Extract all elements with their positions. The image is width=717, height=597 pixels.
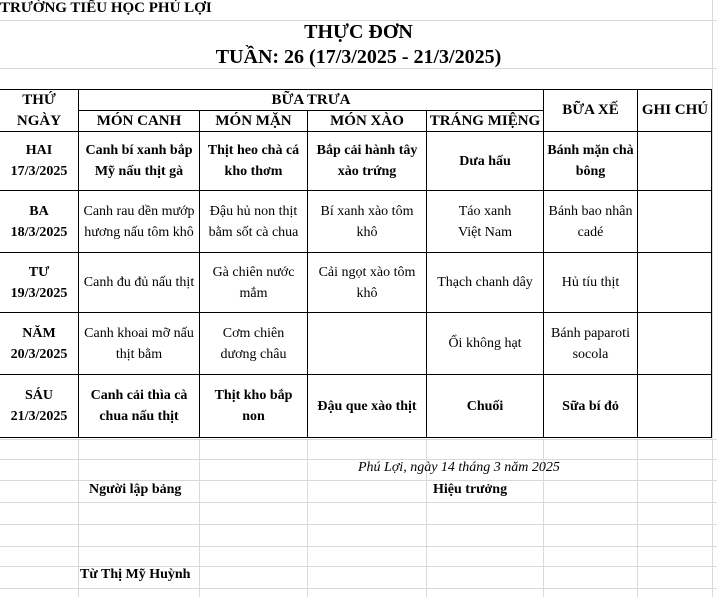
snack-cell: Hủ tíu thịt: [561, 275, 620, 290]
header-date-label: NGÀY: [16, 112, 62, 129]
day-name: TƯ: [28, 264, 50, 280]
school-name: TRƯỜNG TIỂU HỌC PHÚ LỢI: [0, 0, 212, 16]
gridline: [78, 439, 79, 597]
snack-cell: Bánh bao nhân cadé: [548, 203, 633, 240]
dessert-cell: Thạch chanh dây: [437, 275, 533, 290]
row-day-cell: [0, 132, 78, 190]
dessert-cell: Dưa hấu: [459, 153, 511, 169]
gridline: [0, 480, 717, 481]
gridline: [0, 439, 717, 440]
main-dish-cell: Thịt heo chà cá kho thơm: [207, 143, 300, 179]
dessert-cell: Táo xanh Việt Nam: [458, 203, 512, 240]
header-dessert: TRÁNG MIỆNG: [429, 112, 541, 129]
soup-cell: Canh khoai mỡ nấu thịt bằm: [84, 325, 194, 362]
day-name: SÁU: [24, 388, 53, 403]
note-cell: [638, 132, 711, 190]
dessert-cell: Ổi không hạt: [448, 336, 522, 351]
header-day-label: THỨ: [22, 92, 56, 108]
main-dish-cell: Gà chiên nước mắm: [212, 264, 295, 301]
preparer-title: Người lập bảng: [89, 482, 182, 497]
main-dish-cell: Thịt kho bắp non: [214, 388, 293, 424]
day-name: NĂM: [22, 325, 56, 341]
preparer-name: Từ Thị Mỹ Huỳnh: [80, 567, 191, 582]
day-date: 17/3/2025: [10, 164, 68, 179]
gridline: [199, 439, 200, 597]
note-cell: [638, 253, 711, 312]
row-day-cell: [0, 375, 78, 437]
snack-cell: Sữa bí đỏ: [562, 398, 619, 414]
gridline: [0, 502, 717, 503]
note-cell: [638, 375, 711, 437]
snack-cell: Bánh paparoti socola: [551, 325, 630, 362]
gridline: [0, 588, 717, 589]
place-and-date: Phú Lợi, ngày 14 tháng 3 năm 2025: [358, 460, 560, 475]
week-range: TUẦN: 26 (17/3/2025 - 21/3/2025): [215, 46, 502, 68]
note-cell: [638, 313, 711, 374]
gridline: [712, 0, 713, 597]
soup-cell: Canh rau dền mướp hương nấu tôm khô: [83, 203, 195, 240]
gridline: [307, 439, 308, 597]
page-title: THỰC ĐƠN: [304, 21, 413, 43]
dessert-cell: Chuối: [466, 398, 504, 414]
day-name: HAI: [25, 143, 53, 158]
soup-cell: Canh đu đủ nấu thịt: [83, 275, 195, 290]
header-lunch-group: BỮA TRƯA: [271, 91, 351, 108]
header-soup: MÓN CANH: [96, 112, 182, 129]
main-dish-cell: Đậu hủ non thịt bằm sốt cà chua: [208, 203, 299, 240]
gridline: [0, 524, 717, 525]
row-day-cell: [0, 313, 78, 374]
soup-cell: Canh bí xanh bắp Mỹ nấu thịt gà: [85, 143, 193, 179]
row-day-cell: [0, 191, 78, 252]
snack-cell: Bánh mặn chà bông: [547, 143, 634, 179]
main-dish-cell: Cơm chiên dương châu: [220, 325, 287, 362]
gridline: [637, 439, 638, 597]
header-note: GHI CHÚ: [641, 102, 709, 118]
stirfry-cell: Cải ngọt xào tôm khô: [318, 264, 416, 301]
note-cell: [638, 191, 711, 252]
row-day-cell: [0, 253, 78, 312]
day-date: 21/3/2025: [10, 409, 68, 424]
gridline: [0, 546, 717, 547]
header-stirfry: MÓN XÀO: [330, 112, 404, 129]
table-border: [711, 89, 712, 437]
stirfry-cell: Bí xanh xào tôm khô: [320, 203, 414, 240]
table-border: [0, 437, 712, 438]
day-date: 20/3/2025: [10, 346, 68, 362]
soup-cell: Canh cải thìa cà chua nấu thịt: [90, 388, 188, 424]
stirfry-cell: Bắp cải hành tây xào trứng: [316, 143, 418, 179]
header-main-dish: MÓN MẶN: [215, 112, 292, 129]
stirfry-cell: Đậu que xào thịt: [317, 398, 417, 414]
day-date: 19/3/2025: [10, 285, 68, 301]
principal-title: Hiệu trưởng: [433, 482, 508, 497]
header-snack: BỮA XẾ: [562, 102, 619, 118]
stirfry-cell: [308, 313, 426, 374]
day-name: BA: [29, 203, 49, 219]
day-date: 18/3/2025: [10, 224, 68, 240]
